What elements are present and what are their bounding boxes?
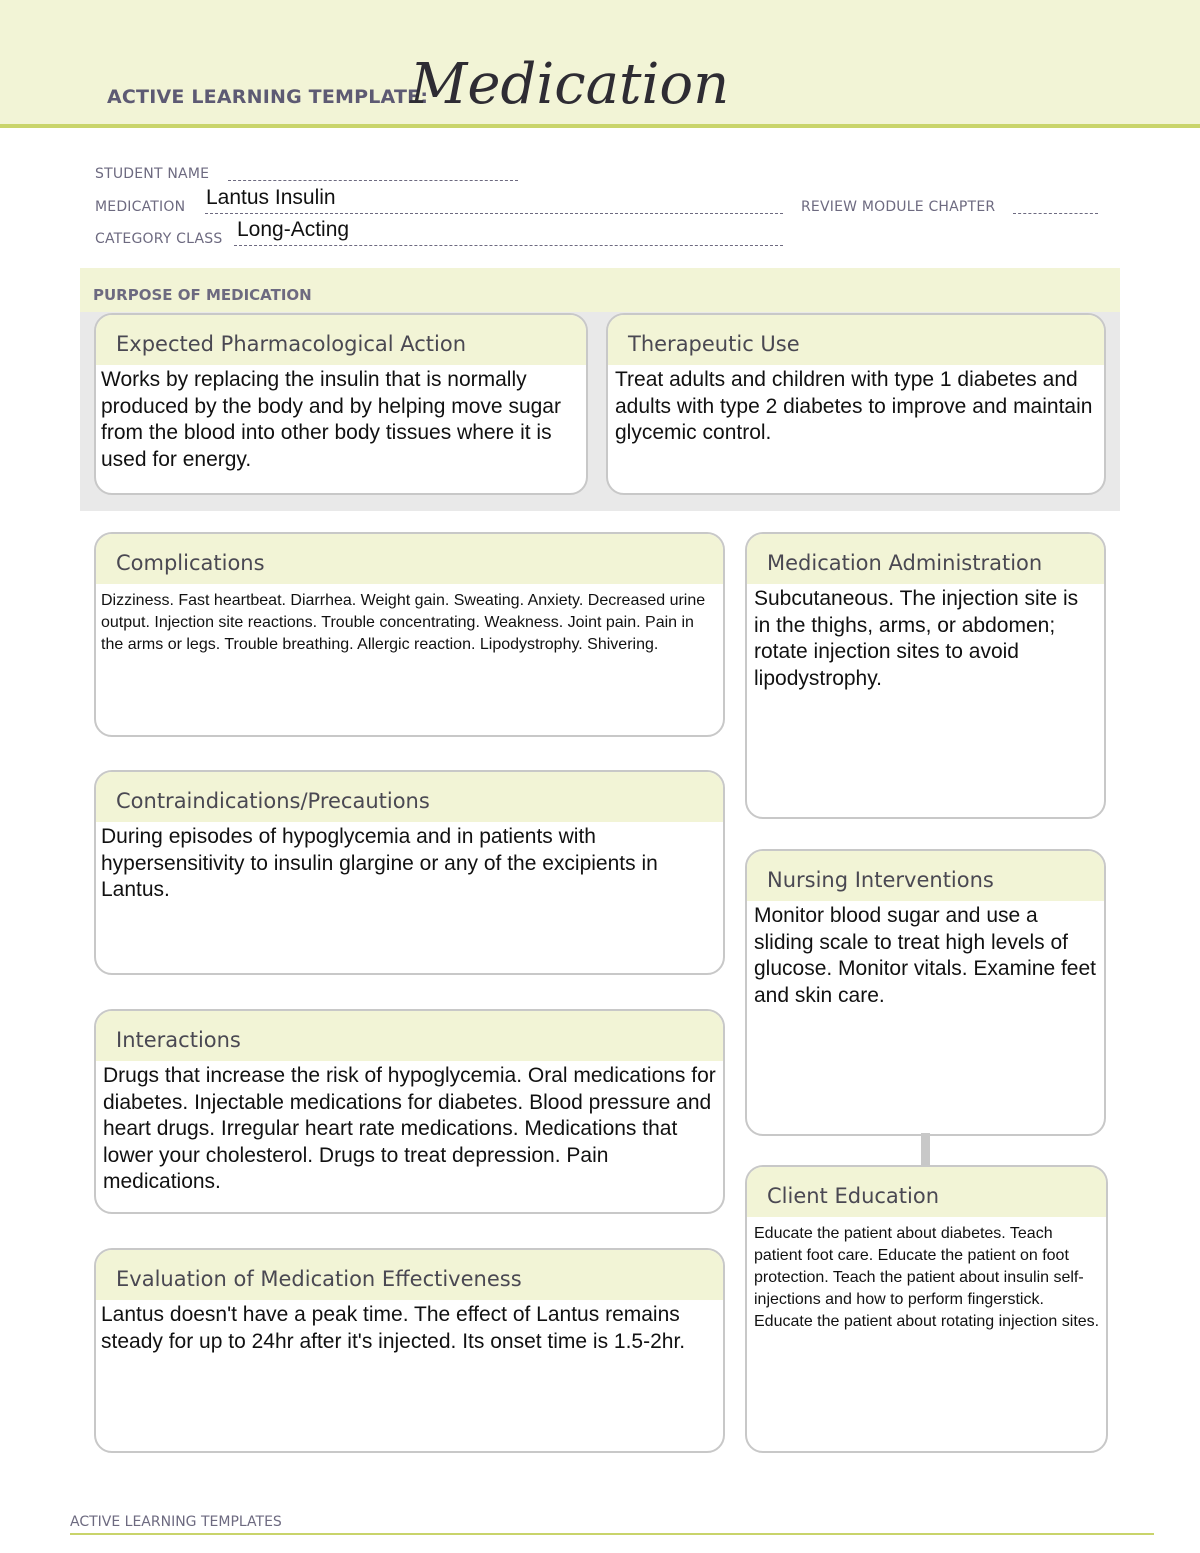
page-title: Medication xyxy=(410,52,730,117)
nursing-interventions-header xyxy=(747,851,1104,901)
review-module-label: REVIEW MODULE CHAPTER xyxy=(801,199,996,215)
medication-administration-box xyxy=(745,532,1106,819)
interactions-text[interactable]: Drugs that increase the risk of hypoglycemia. Oral medications for diabetes. Injectable medications for diabetes. Blood pressure and heart drugs. Irregular heart rate medications. Medications that lower your cholesterol. Drugs to treat depression. Pain medications. xyxy=(103,1064,716,1193)
category-class-label: CATEGORY CLASS xyxy=(95,231,223,247)
footer-divider xyxy=(70,1533,1154,1535)
medication-administration-title: Medication Administration xyxy=(767,551,1043,575)
complications-header xyxy=(96,534,723,584)
template-label: ACTIVE LEARNING TEMPLATE: xyxy=(107,86,429,108)
connector-bar xyxy=(921,1133,930,1166)
purpose-label: PURPOSE OF MEDICATION xyxy=(93,286,312,304)
footer-label: ACTIVE LEARNING TEMPLATES xyxy=(70,1514,282,1530)
evaluation-text[interactable]: Lantus doesn't have a peak time. The effect of Lantus remains steady for up to 24hr after it's injected. Its onset time is 1.5-2hr. xyxy=(101,1303,686,1353)
expected-action-header xyxy=(96,315,586,365)
complications-text[interactable]: Dizziness. Fast heartbeat. Diarrhea. Weight gain. Sweating. Anxiety. Decreased urine output. Injection site reactions. Trouble concentrating. Weakness. Joint pain. Pain in the arms or legs. Trouble breathing. Allergic reaction. Lipodystrophy. Shivering. xyxy=(101,592,706,653)
student-name-label: STUDENT NAME xyxy=(95,166,210,182)
medication-label: MEDICATION xyxy=(95,199,186,215)
evaluation-title: Evaluation of Medication Effectiveness xyxy=(116,1267,522,1291)
medication-administration-header xyxy=(747,534,1104,584)
review-module-field[interactable] xyxy=(1013,213,1098,214)
complications-title: Complications xyxy=(116,551,265,575)
evaluation-box xyxy=(94,1248,725,1453)
expected-action-text[interactable]: Works by replacing the insulin that is normally produced by the body and by helping move sugar from the blood into other body tissues where it is used for energy. xyxy=(101,368,561,471)
nursing-interventions-box xyxy=(745,849,1106,1136)
contraindications-text[interactable]: During episodes of hypoglycemia and in patients with hypersensitivity to insulin glargine or any of the excipients in Lantus. xyxy=(101,825,658,901)
client-education-box xyxy=(745,1165,1108,1453)
medication-field[interactable]: Lantus Insulin xyxy=(206,186,336,209)
expected-action-title: Expected Pharmacological Action xyxy=(116,332,467,356)
nursing-interventions-text[interactable]: Monitor blood sugar and use a sliding scale to treat high levels of glucose. Monitor vitals. Examine feet and skin care. xyxy=(754,904,1096,1007)
client-education-text[interactable]: Educate the patient about diabetes. Teach patient foot care. Educate the patient on foot protection. Teach the patient about insulin self-injections and how to perform fingerstick. Educate the patient about rotating injection sites. xyxy=(754,1225,1100,1330)
contraindications-box xyxy=(94,770,725,975)
interactions-header xyxy=(96,1011,723,1061)
category-class-field[interactable]: Long-Acting xyxy=(237,218,350,241)
medication-administration-text[interactable]: Subcutaneous. The injection site is in the thighs, arms, or abdomen; rotate injection sites to avoid lipodystrophy. xyxy=(754,587,1079,690)
expected-action-box xyxy=(94,313,588,495)
client-education-header xyxy=(747,1167,1106,1217)
therapeutic-use-header xyxy=(608,315,1104,365)
complications-box xyxy=(94,532,725,737)
contraindications-title: Contraindications/Precautions xyxy=(116,789,430,813)
therapeutic-use-title: Therapeutic Use xyxy=(628,332,800,356)
medication-field-line xyxy=(205,213,783,214)
student-name-field[interactable] xyxy=(228,180,518,181)
interactions-title: Interactions xyxy=(116,1028,241,1052)
nursing-interventions-title: Nursing Interventions xyxy=(767,868,994,892)
client-education-title: Client Education xyxy=(767,1184,940,1208)
contraindications-header xyxy=(96,772,723,822)
therapeutic-use-box xyxy=(606,313,1106,495)
category-class-field-line xyxy=(234,245,783,246)
therapeutic-use-text[interactable]: Treat adults and children with type 1 diabetes and adults with type 2 diabetes to improve and maintain glycemic control. xyxy=(615,368,1093,444)
evaluation-header xyxy=(96,1250,723,1300)
interactions-box xyxy=(94,1009,725,1214)
